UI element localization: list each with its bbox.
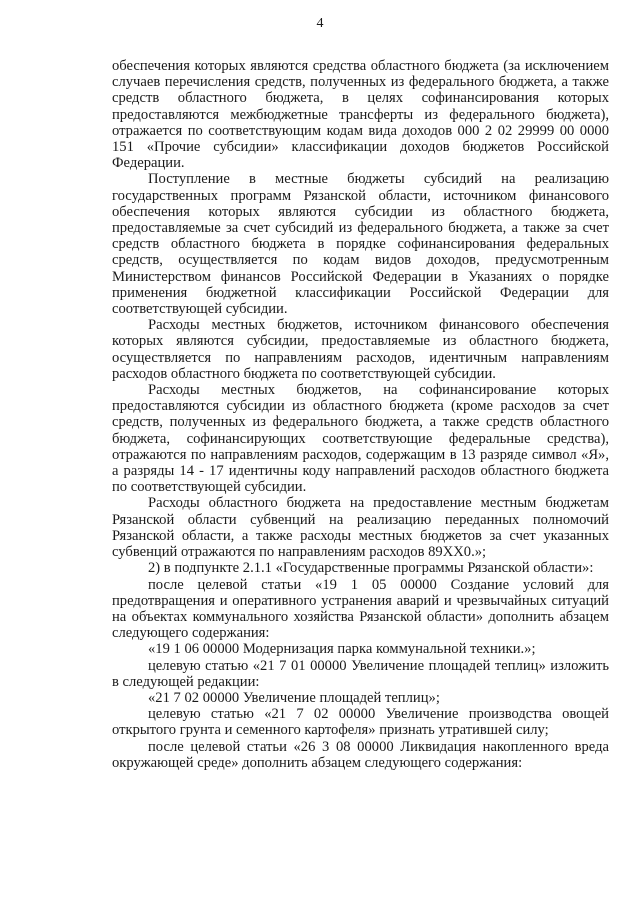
paragraph: после целевой статьи «19 1 05 00000 Создание условий для предотвращения и оперативного устранения аварий и чрезвычайных ситуаций на объектах коммунального хозяйства Рязанской области» дополнить абзацем следующего содержания:	[112, 576, 609, 642]
document-body	[112, 58, 609, 771]
paragraph: «21 7 02 00000 Увеличение площадей теплиц»;	[148, 689, 440, 706]
paragraph: Расходы областного бюджета на предоставление местным бюджетам Рязанской области субвенций на реализацию переданных полномочий Рязанской области, а также расходы местных бюджетов за счет указанных субвенций отражаются по направлениям расходов 89ХХ0.»;	[112, 495, 609, 561]
paragraph: «19 1 06 00000 Модернизация парка коммунальной техники.»;	[148, 641, 536, 658]
paragraph: обеспечения которых являются средства областного бюджета (за исключением случаев перечисления средств, полученных из федерального бюджета, а также средств областного бюджета, в целях софинансирования которых предоставляются межбюджетные трансферты из федерального бюджета), отражается по соответствующим кодам вида доходов 000 2 02 29999 00 0000 151 «Прочие субсидии» классификации доходов бюджетов Российской Федерации.	[112, 58, 609, 172]
paragraph: целевую статью «21 7 01 00000 Увеличение площадей теплиц» изложить в следующей редакции:	[112, 657, 609, 690]
paragraph: Поступление в местные бюджеты субсидий на реализацию государственных программ Рязанской области, источником финансового обеспечения которых являются субсидии из областного бюджета, предоставляемые за счет субсидий из федерального бюджета, а также за счет средств областного бюджета в порядке софинансирования федеральных средств, осуществляется по кодам видов доходов, предусмотренным Министерством финансов Российской Федерации в Указаниях о порядке применения бюджетной классификации Российской Федерации для соответствующей субсидии.	[112, 171, 609, 318]
paragraph: Расходы местных бюджетов, источником финансового обеспечения которых являются субсидии, предоставляемые из областного бюджета, осуществляется по направлениям расходов, идентичным направлениям расходов областного бюджета по соответствующей субсидии.	[112, 317, 609, 382]
paragraph: после целевой статьи «26 3 08 00000 Ликвидация накопленного вреда окружающей среде» дополнить абзацем следующего содержания:	[112, 738, 609, 771]
paragraph: целевую статью «21 7 02 00000 Увеличение производства овощей открытого грунта и семенного картофеля» признать утратившей силу;	[112, 706, 609, 739]
paragraph: Расходы местных бюджетов, на софинансирование которых предоставляются субсидии из областного бюджета (кроме расходов за счет средств, полученных из федерального бюджета, а также средств областного бюджета, софинансирующих соответствующие федеральные средства), отражаются по направлениям расходов, содержащим в 13 разряде символ «Я», а разряды 14 - 17 идентичны коду направлений расходов областного бюджета по соответствующей субсидии.	[112, 382, 609, 496]
paragraph: 2) в подпункте 2.1.1 «Государственные программы Рязанской области»:	[148, 560, 594, 577]
page-number: 4	[316, 16, 324, 31]
